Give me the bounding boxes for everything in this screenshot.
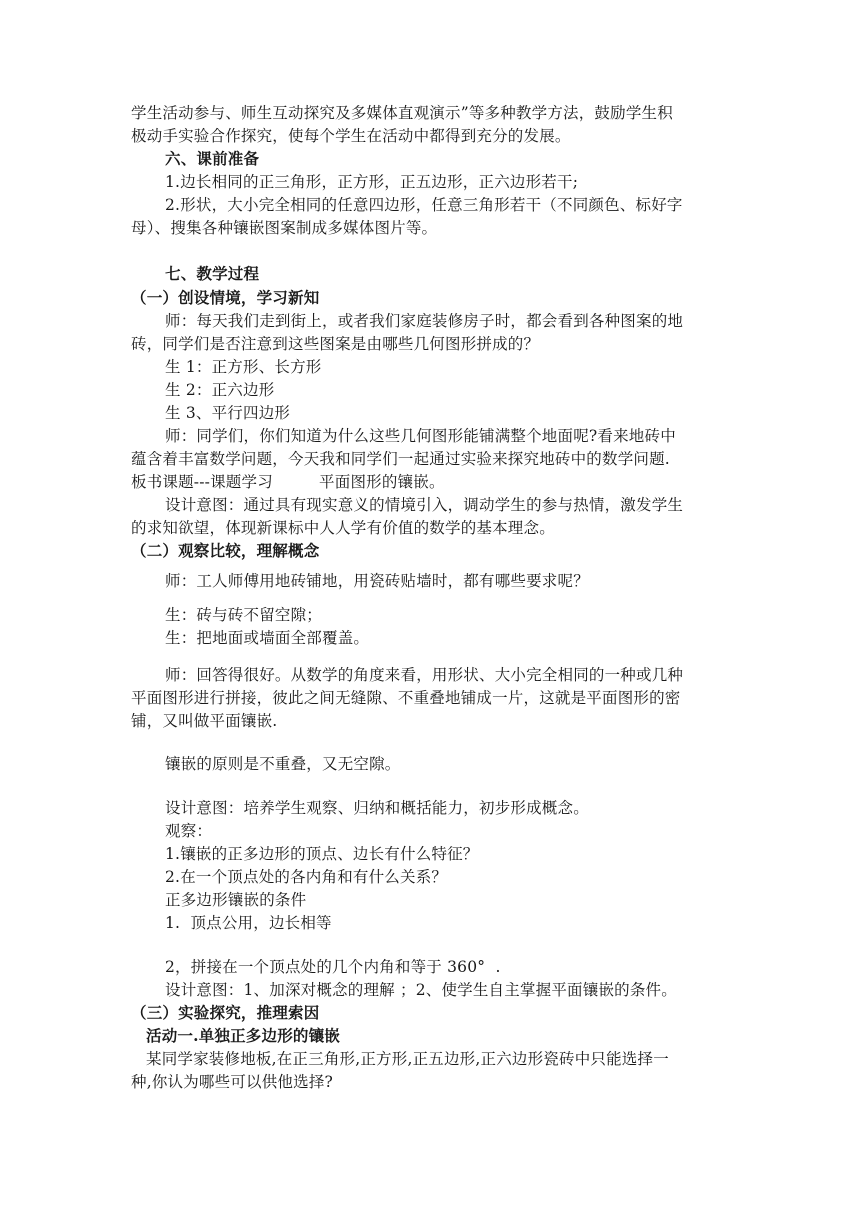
paragraph-line: 板书课题---课题学习 平面图形的镶嵌。 <box>131 473 445 491</box>
section-heading: 六、课前准备 <box>165 149 260 168</box>
paragraph-line: 平面图形进行拼接，彼此之间无缝隙、不重叠地铺成一片，这就是平面图形的密 <box>131 689 681 707</box>
paragraph-line: 学生活动参与、师生互动探究及多媒体直观演示”等多种教学方法，鼓励学生积 <box>131 104 673 122</box>
paragraph-line: 生：把地面或墙面全部覆盖。 <box>165 629 370 647</box>
paragraph-line: 1.边长相同的正三角形，正方形，正五边形，正六边形若干; <box>165 173 579 191</box>
paragraph-line: 2.在一个顶点处的各内角和有什么关系？ <box>165 868 448 886</box>
paragraph-line: 生 1：正方形、长方形 <box>165 358 322 376</box>
paragraph-line: 1.镶嵌的正多边形的顶点、边长有什么特征？ <box>165 845 479 863</box>
paragraph-line: 设计意图：通过具有现实意义的情境引入，调动学生的参与热情，激发学生 <box>165 496 684 514</box>
paragraph-line: 生 2：正六边形 <box>165 381 275 399</box>
paragraph-line: 师：每天我们走到街上，或者我们家庭装修房子时，都会看到各种图案的地 <box>165 312 684 330</box>
paragraph-line: 1. 顶点公用，边长相等 <box>165 914 332 932</box>
paragraph-line: 的求知欲望，体现新课标中人人学有价值的数学的基本理念。 <box>131 519 555 537</box>
paragraph-line: 师：同学们，你们知道为什么这些几何图形能铺满整个地面呢?看来地砖中 <box>165 427 676 445</box>
subsection-heading: （一）创设情境，学习新知 <box>131 288 320 307</box>
paragraph-line: 极动手实验合作探究，使每个学生在活动中都得到充分的发展。 <box>131 127 571 145</box>
paragraph-line: 某同学家装修地板,在正三角形,正方形,正五边形,正六边形瓷砖中只能选择一 <box>146 1050 669 1068</box>
paragraph-line: 2.形状，大小完全相同的任意四边形，任意三角形若干（不同颜色、标好字 <box>165 196 683 214</box>
paragraph-line: 设计意图：1、加深对概念的理解 ；2、使学生自主掌握平面镶嵌的条件。 <box>165 981 677 999</box>
paragraph-line: 生：砖与砖不留空隙； <box>165 606 323 624</box>
subsection-heading: （二）观察比较，理解概念 <box>131 541 320 560</box>
paragraph-line: 生 3、平行四边形 <box>165 404 291 422</box>
paragraph-line: 设计意图：培养学生观察、归纳和概括能力，初步形成概念。 <box>165 799 589 817</box>
paragraph-line: 师：工人师傅用地砖铺地，用瓷砖贴墙时，都有哪些要求呢？ <box>165 572 589 590</box>
section-heading: 七、教学过程 <box>165 264 260 283</box>
paragraph-line: 正多边形镶嵌的条件 <box>165 891 307 909</box>
paragraph-line: 师：回答得很好。从数学的角度来看，用形状、大小完全相同的一种或几种 <box>165 666 684 684</box>
paragraph-line: 种,你认为哪些可以供他选择? <box>131 1073 334 1091</box>
paragraph-line: 砖，同学们是否注意到这些图案是由哪些几何图形拼成的？ <box>131 335 540 353</box>
paragraph-line: 蕴含着丰富数学问题，今天我和同学们一起通过实验来探究地砖中的数学问题. <box>131 450 670 468</box>
paragraph-line: 铺，又叫做平面镶嵌. <box>131 712 278 730</box>
paragraph-line: 镶嵌的原则是不重叠，又无空隙。 <box>165 755 401 773</box>
subsection-heading: （三）实验探究，推理索因 <box>131 1003 320 1022</box>
activity-heading: 活动一.单独正多边形的镶嵌 <box>146 1026 340 1045</box>
paragraph-line: 母）、搜集各种镶嵌图案制成多媒体图片等。 <box>131 219 438 237</box>
paragraph-line: 2，拼接在一个顶点处的几个内角和等于 360° . <box>165 958 501 976</box>
paragraph-line: 观察： <box>165 822 213 840</box>
